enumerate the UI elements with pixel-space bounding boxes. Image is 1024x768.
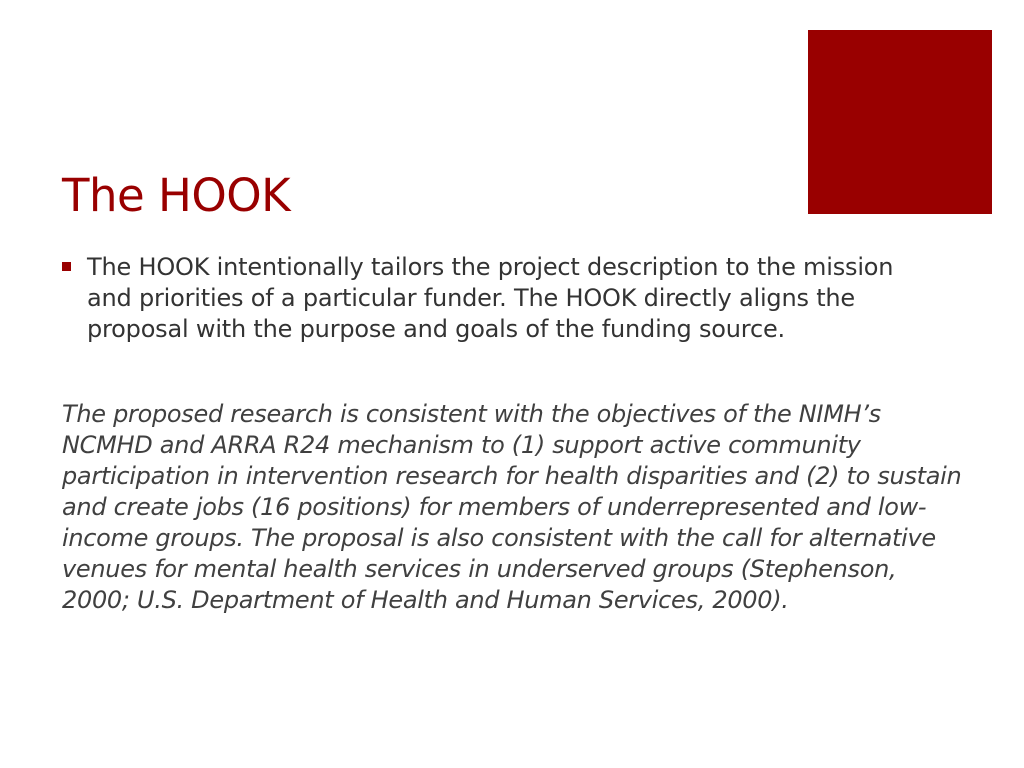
- accent-square: [808, 30, 992, 214]
- bullet-item: [62, 252, 942, 345]
- square-bullet-icon: [62, 262, 71, 271]
- bullet-text: The HOOK intentionally tailors the project description to the mission and priorities of a particular funder. The HOOK directly aligns the proposal with the purpose and goals of the funding source.: [87, 253, 894, 343]
- slide-title: The HOOK: [62, 169, 291, 222]
- quote-paragraph: The proposed research is consistent with the objectives of the NIMH’s NCMHD and ARRA R24 mechanism to (1) support active community participation in intervention research for health disparities and (2) to sustain and create jobs (16 positions) for members of underrepresented and low-income groups. The proposal is also consistent with the call for alternative venues for mental health services in underserved groups (Stephenson, 2000; U.S. Department of Health and Human Services, 2000).: [62, 400, 962, 614]
